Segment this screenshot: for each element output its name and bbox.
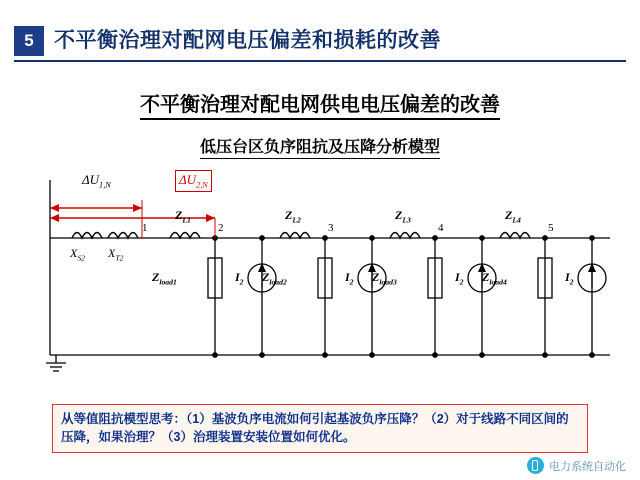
label-zload4: $Z_{load4}$: [482, 270, 507, 287]
node-label-2: 2: [218, 222, 224, 234]
label-delta-u-1n: $\Delta U_{1,N}$: [82, 172, 111, 190]
header-divider: [14, 60, 626, 62]
label-zload3: $Z_{load3}$: [372, 270, 397, 287]
label-delta-u-2n: $\Delta U_{2,N}$: [175, 170, 212, 192]
label-zload2: $Z_{load2}$: [262, 270, 287, 287]
node-label-4: 4: [438, 222, 444, 234]
label-zl3: $Z_{L3}$: [395, 208, 411, 225]
discussion-note: 从等值阻抗模型思考：（1）基波负序电流如何引起基波负序压降？（2）对于线路不同区间的压降，如果治理？（3）治理装置安装位置如何优化。: [52, 404, 588, 453]
label-xs2: $X_{S2}$: [70, 246, 86, 263]
circuit-schematic: [30, 160, 620, 400]
page-title: 不平衡治理对配网电压偏差和损耗的改善: [54, 29, 441, 52]
circuit-svg: [30, 160, 620, 400]
sub-heading-text: 低压台区负序阻抗及压降分析模型: [200, 139, 440, 159]
label-zl2: $Z_{L2}$: [285, 208, 301, 225]
footer-label: 电力系统自动化: [549, 460, 626, 473]
label-current-2: $I_2$: [345, 270, 354, 287]
node-label-1: 1: [142, 222, 148, 234]
node-label-5: 5: [548, 222, 554, 234]
label-zl1: $Z_{L1}$: [175, 208, 191, 225]
slide-header: [0, 22, 640, 64]
label-xt2: $X_{T2}$: [108, 246, 124, 263]
node-label-3: 3: [328, 222, 334, 234]
label-current-4: $I_2$: [565, 270, 574, 287]
label-zload1: $Z_{load1}$: [152, 270, 177, 287]
section-number-badge: 5: [14, 26, 44, 56]
power-logo-icon: [527, 457, 544, 474]
main-heading-text: 不平衡治理对配电网供电电压偏差的改善: [140, 94, 500, 120]
label-current-1: $I_2$: [235, 270, 244, 287]
main-heading: [0, 88, 640, 117]
label-zl4: $Z_{L4}$: [505, 208, 521, 225]
sub-heading: [0, 134, 640, 157]
label-current-3: $I_2$: [455, 270, 464, 287]
footer-watermark: [527, 457, 626, 474]
